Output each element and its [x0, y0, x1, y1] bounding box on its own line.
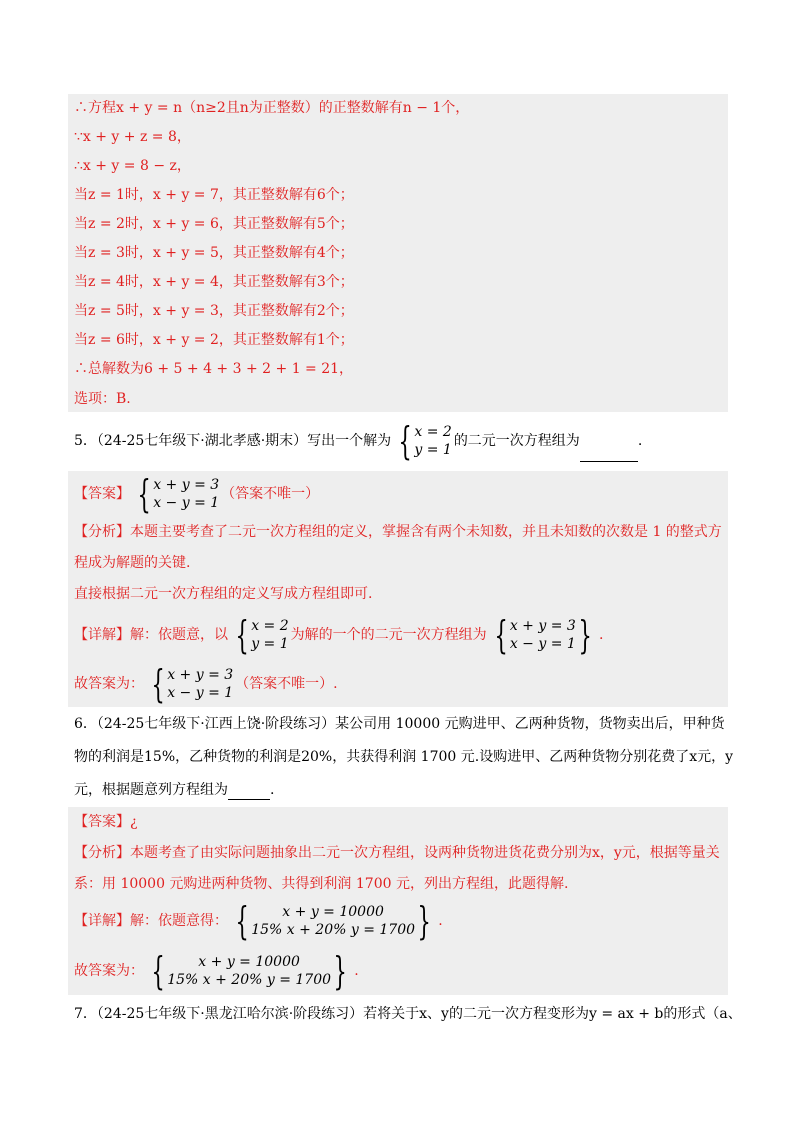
solution-line: ∵x + y + z = 8， — [74, 129, 191, 145]
solution-line: 当z = 2时，x + y = 6，其正整数解有5个； — [74, 216, 354, 232]
equation: x + y = 3 — [509, 618, 576, 634]
solution-line: 当z = 3时，x + y = 5，其正整数解有4个； — [74, 245, 354, 261]
question-6-line: 6．（24-25七年级下·江西上饶·阶段练习）某公司用 10000 元购进甲、乙两种货物，货物卖出后，甲种货 — [74, 716, 725, 732]
detail-tag: 【详解】 — [74, 913, 130, 929]
answer-value: ¿ — [130, 814, 138, 830]
solution-line: ∴总解数为6 + 5 + 4 + 3 + 2 + 1 = 21， — [74, 361, 354, 377]
detail-line — [74, 614, 603, 656]
equation: x − y = 1 — [167, 685, 234, 701]
solution-line: ∴方程x + y = n（n≥2且n为正整数）的正整数解有n − 1个， — [74, 100, 470, 116]
equation: 15% x + 20% y = 1700 — [251, 922, 416, 938]
answer-line — [74, 812, 138, 832]
equation: x − y = 1 — [509, 636, 576, 652]
final-answer-label: 故答案为： — [74, 676, 144, 692]
equation: x − y = 1 — [153, 495, 220, 511]
system-of-equations: { x + y = 10000 15% x + 20% y = 1700 } — [235, 899, 431, 943]
period: . — [270, 782, 275, 798]
question-6-line: 物的利润是15%，乙种货物的利润是20%，共获得利润 1700 元.设购进甲、乙两种货物分别花费了x元，y — [74, 749, 734, 765]
analysis-line — [74, 522, 722, 542]
question-5-suffix: 的二元一次方程组为 — [453, 433, 580, 449]
period: . — [354, 963, 359, 979]
system-of-equations: { x + y = 10000 15% x + 20% y = 1700 } — [151, 949, 347, 993]
period: . — [637, 433, 643, 449]
system-of-equations: { x = 2 y = 1 — [398, 419, 452, 463]
analysis-text: 本题主要考查了二元一次方程组的定义，掌握含有两个未知数，并且未知数的次数是 1 的整式方 — [130, 524, 722, 540]
answer-tag: 【答案】 — [74, 486, 130, 502]
system-of-equations: { x + y = 3 x − y = 1 — [151, 662, 234, 706]
equation: x + y = 3 — [153, 477, 220, 493]
equation: x + y = 10000 — [198, 954, 300, 970]
detail-tag: 【详解】 — [74, 627, 130, 643]
equation: x + y = 10000 — [282, 904, 384, 920]
equation: 15% x + 20% y = 1700 — [167, 972, 332, 988]
answer-blank — [580, 447, 638, 462]
solution-line: 选项：B. — [74, 391, 131, 407]
equation: x = 2 — [251, 618, 289, 634]
period: . — [599, 627, 604, 643]
detail-text: 解：依题意得： — [130, 913, 228, 929]
system-of-equations: { x = 2 y = 1 — [235, 613, 289, 657]
solution-line: 当z = 5时，x + y = 3，其正整数解有2个； — [74, 303, 354, 319]
equation: y = 1 — [414, 442, 452, 458]
question-6-line — [74, 780, 274, 800]
detail-text: 为解的一个的二元一次方程组为 — [290, 627, 487, 643]
system-of-equations: { x + y = 3 x − y = 1 — [137, 472, 220, 516]
equation: x = 2 — [414, 424, 452, 440]
answer-blank — [228, 785, 270, 800]
question-7-line: 7．（24-25七年级下·黑龙江哈尔滨·阶段练习）若将关于x、y的二元一次方程变形为y = ax + b的形式（a、 — [74, 1006, 742, 1022]
detail-text: 解：依题意，以 — [130, 627, 228, 643]
final-answer-line — [74, 950, 359, 992]
system-of-equations: { x + y = 3 x − y = 1 } — [494, 613, 592, 657]
analysis-line — [74, 843, 720, 863]
final-answer-note: （答案不唯一）. — [235, 676, 338, 692]
final-answer-label: 故答案为： — [74, 963, 144, 979]
period: . — [438, 913, 443, 929]
question-5 — [74, 420, 642, 462]
question-6-text: 元，根据题意列方程组为 — [74, 782, 228, 798]
question-5-prefix: 5．（24-25七年级下·湖北孝感·期末）写出一个解为 — [74, 433, 392, 449]
analysis-tag: 【分析】 — [74, 524, 130, 540]
analysis-text: 本题考查了由实际问题抽象出二元一次方程组，设两种货物进货花费分别为x，y元，根据等量关 — [130, 845, 720, 861]
answer-note: （答案不唯一） — [221, 486, 320, 502]
equation: y = 1 — [251, 636, 289, 652]
equation: x + y = 3 — [167, 667, 234, 683]
final-answer-line — [74, 663, 338, 705]
analysis-line: 系：用 10000 元购进两种货物、共得到利润 1700 元，列出方程组，此题得解. — [74, 876, 569, 892]
detail-line — [74, 900, 443, 942]
answer-line — [74, 474, 319, 514]
analysis-line: 程成为解题的关键. — [74, 555, 191, 571]
solution-line: 当z = 4时，x + y = 4，其正整数解有3个； — [74, 274, 354, 290]
solution-line: 当z = 6时，x + y = 2，其正整数解有1个； — [74, 332, 354, 348]
solution-line: ∴x + y = 8 − z， — [74, 158, 191, 174]
analysis-tag: 【分析】 — [74, 845, 130, 861]
solution-line: 当z = 1时，x + y = 7，其正整数解有6个； — [74, 187, 354, 203]
analysis-line: 直接根据二元一次方程组的定义写成方程组即可. — [74, 586, 373, 602]
answer-tag: 【答案】 — [74, 814, 130, 830]
